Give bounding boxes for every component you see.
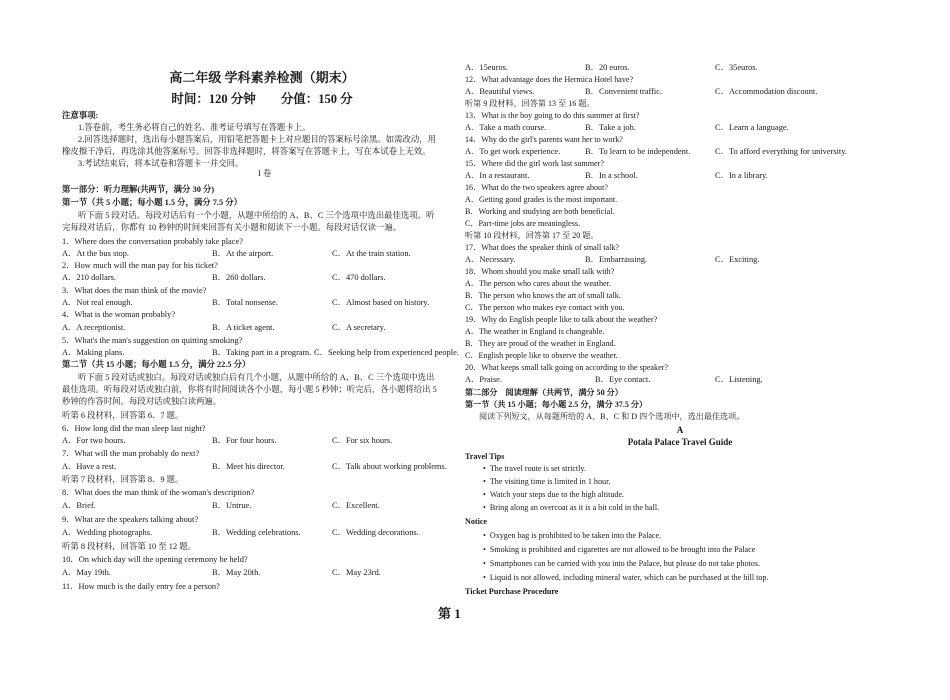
option-b: B．In a school.: [585, 171, 638, 180]
sec1-desc: 完每段对话后，你都有 10 秒钟的时间来回答有关小题和阅读下一小题。每段对话仅读一遍。: [62, 223, 402, 232]
question-17: 17．What does the speaker think of small talk?: [465, 243, 619, 252]
option-a: A．Not real enough.: [62, 298, 133, 307]
question-8: 8．What does the man think of the woman's description?: [62, 488, 255, 497]
question-11: 11．How much is the daily entry fee a person?: [62, 582, 220, 591]
option-b: B．Embarrassing.: [585, 255, 648, 264]
note-item: 1.答卷前，考生务必将自己的姓名、准考证号填写在答题卡上。: [78, 123, 311, 132]
sec2-desc: 听下面 5 段对话或独白。每段对话或独白后有几个小题，从题中所给的 A、B、C 三个选项中选出: [78, 373, 435, 382]
note-item: 2.回答选择题时，选出每小题答案后，用铅笔把答题卡上对应题目的答案标号涂黑。如需改动，用: [78, 135, 437, 144]
tip-item: • Watch your steps due to the high altitude.: [483, 489, 624, 500]
part2-desc: 阅读下列短文，从每题所给的 A、B、C 和 D 四个选项中，选出最佳选项。: [479, 412, 745, 421]
option-a: A．Getting good grades is the most important.: [465, 195, 618, 204]
option-c: C．Almost based on history.: [332, 298, 430, 307]
part2-heading: 第二部分 阅读理解（共两节，满分 50 分）: [465, 388, 623, 397]
option-a: A．May 19th.: [62, 568, 111, 577]
option-c: C．May 23rd.: [332, 568, 381, 577]
question-18: 18．Whom should you make small talk with?: [465, 267, 615, 276]
notice-item: • Liquid is not allowed, including mineral water, which can be purchased at the hill top.: [483, 572, 768, 583]
option-b: B．A ticket agent.: [212, 323, 275, 332]
question-20: 20．What keeps small talk going on according to the speaker?: [465, 363, 668, 372]
material-7: 听第 7 段材料，回答第 8、9 题。: [62, 475, 184, 484]
option-c: C．Wedding decorations.: [332, 528, 419, 537]
part1-sec2-heading: 第二节（共 15 小题；每小题 1.5 分，满分 22.5 分）: [62, 360, 251, 369]
exam-title: 高二年级 学科素养检测（期末）: [169, 70, 355, 85]
option-a: A．210 dollars.: [62, 273, 116, 282]
option-c: C．A secretary.: [332, 323, 386, 332]
option-b: B．Meet his director.: [212, 462, 285, 471]
option-a: A．The person who cares about the weather.: [465, 279, 611, 288]
option-b: B．At the airport.: [212, 249, 274, 258]
question-7: 7．What will the man probably do next?: [62, 449, 200, 458]
option-c: C．Talk about working problems.: [332, 462, 447, 471]
question-1: 1．Where does the conversation probably take place?: [62, 237, 243, 246]
tip-item: • Bring along an overcoat as it is a bit cold in the hall.: [483, 502, 659, 513]
notice-item: • Smartphones can be carried with you into the Palace, but please do not take photos.: [483, 558, 760, 569]
question-4: 4．What is the woman probably?: [62, 310, 176, 319]
part2-sec1-heading: 第一节（共 15 小题；每小题 2.5 分，满分 37.5 分）: [465, 400, 648, 409]
option-a: A．The weather in England is changeable.: [465, 327, 605, 336]
option-a: A．Wedding photographs.: [62, 528, 153, 537]
option-b: B．They are proud of the weather in England.: [465, 339, 616, 348]
option-a: A．At the bus stop.: [62, 249, 129, 258]
option-c: C．Part-time jobs are meaningless.: [465, 219, 581, 228]
option-a: A．Beautiful views.: [465, 87, 535, 96]
notice-heading: Notice: [465, 517, 488, 526]
option-b: B．Take a job.: [585, 123, 636, 132]
option-c: C．In a library.: [715, 171, 768, 180]
option-b: B．Wedding celebrations.: [212, 528, 301, 537]
page-number: 第 1: [438, 606, 461, 621]
notice-item: • Oxygen bag is prohibited to be taken into the Palace.: [483, 530, 661, 541]
option-b: B．Convenient traffic.: [585, 87, 663, 96]
option-c: C．35euros.: [715, 63, 758, 72]
option-a: A．Praise.: [465, 375, 502, 384]
option-c: C．Listening.: [715, 375, 763, 384]
option-c: C．To afford everything for university.: [715, 147, 847, 156]
notice-item: • Smoking is prohibited and cigarettes are not allowed to be brought into the Palace: [483, 544, 755, 555]
option-a: A．A receptionist.: [62, 323, 126, 332]
material-6: 听第 6 段材料，回答第 6、7 题。: [62, 411, 184, 420]
option-c: C．English people like to observe the weather.: [465, 351, 618, 360]
option-b: B．May 20th.: [212, 568, 261, 577]
option-c: C．Seeking help from experienced people.: [314, 348, 459, 357]
option-c: C．470 dollars.: [332, 273, 386, 282]
volume-label: I 卷: [258, 169, 272, 178]
question-19: 19．Why do English people like to talk about the weather?: [465, 315, 658, 324]
note-item: 橡皮擦干净后，再选涂其他答案标号。回答非选择题时，将答案写在答题卡上，写在本试卷上无效。: [62, 147, 431, 156]
option-c: C．Learn a language.: [715, 123, 789, 132]
material-9: 听第 9 段材料，回答第 13 至 16 题。: [465, 99, 595, 108]
part1-sec1-heading: 第一节（共 5 小题；每小题 1.5 分，满分 7.5 分）: [62, 198, 243, 207]
option-c: C．For six hours.: [332, 436, 393, 445]
note-item: 3.考试结束后，将本试卷和答题卡一并交回。: [78, 159, 244, 168]
exam-time-score: 时间：120 分钟 分值：150 分: [171, 92, 353, 106]
question-2: 2．How much will the man pay for his ticket?: [62, 261, 218, 270]
question-14: 14．Why do the girl's parents want her to work?: [465, 135, 623, 144]
sec2-desc: 秒钟的作答时间。每段对话或独白读两遍。: [62, 397, 222, 406]
option-a: A．To get work experience.: [465, 147, 561, 156]
passage-label: A: [676, 425, 684, 435]
option-b: B．20 euros.: [585, 63, 630, 72]
option-c: C．Exciting.: [715, 255, 760, 264]
question-10: 10．On which day will the opening ceremony be held?: [62, 555, 248, 564]
option-b: B．260 dollars.: [212, 273, 266, 282]
option-b: B．To learn to be independent.: [585, 147, 691, 156]
tip-item: • The travel route is set strictly.: [483, 463, 586, 474]
option-a: A．Have a rest.: [62, 462, 117, 471]
question-9: 9．What are the speakers talking about?: [62, 515, 199, 524]
material-8: 听第 8 段材料，回答第 10 至 12 题。: [62, 542, 196, 551]
option-c: C．Accommodation discount.: [715, 87, 818, 96]
option-a: A．In a restaurant.: [465, 171, 530, 180]
option-a: A．Take a math course.: [465, 123, 547, 132]
passage-title: Potala Palace Travel Guide: [627, 437, 733, 447]
option-a: A．For two hours.: [62, 436, 126, 445]
option-b: B．Taking part in a program.: [212, 348, 312, 357]
option-b: B．Working and studying are both beneficial.: [465, 207, 615, 216]
option-b: B．Untrue.: [212, 501, 252, 510]
question-3: 3．What does the man think of the movie?: [62, 286, 207, 295]
sec2-desc: 最佳选项。听每段对话或独白前，你将有时间阅读各个小题，每小题 5 秒钟；听完后，各小题将给出 5: [62, 385, 437, 394]
question-16: 16．What do the two speakers agree about?: [465, 183, 608, 192]
option-a: A．Making plans.: [62, 348, 125, 357]
part1-heading: 第一部分：听力理解(共两节，满分 30 分): [62, 185, 215, 194]
option-a: A．Brief.: [62, 501, 96, 510]
material-10: 听第 10 段材料，回答第 17 至 20 题。: [465, 231, 599, 240]
option-c: C．Excellent.: [332, 501, 380, 510]
tip-item: • The visiting time is limited in 1 hour.: [483, 476, 610, 487]
question-12: 12．What advantage does the Hermica Hotel have?: [465, 75, 634, 84]
option-a: A．Necessary.: [465, 255, 516, 264]
notes-heading: 注意事项:: [62, 111, 99, 120]
option-c: C．At the train station.: [332, 249, 411, 258]
sec1-desc: 听下面 5 段对话。每段对话后有一个小题，从题中所给的 A、B、C 三个选项中选出最佳选项。听: [78, 211, 435, 220]
option-b: B．For four hours.: [212, 436, 277, 445]
question-15: 15．Where did the girl work last summer?: [465, 159, 604, 168]
question-5: 5．What's the man's suggestion on quitting smoking?: [62, 336, 243, 345]
question-6: 6．How long did the man sleep last night?: [62, 424, 206, 433]
option-a: A．15euros.: [465, 63, 509, 72]
option-b: B．Total nonsense.: [212, 298, 278, 307]
travel-tips-heading: Travel Tips: [465, 452, 505, 461]
question-13: 13．What is the boy going to do this summer at first?: [465, 111, 640, 120]
ticket-heading: Ticket Purchase Procedure: [465, 587, 559, 596]
option-b: B．Eye contact.: [595, 375, 651, 384]
option-b: B．The person who knows the art of small talk.: [465, 291, 621, 300]
option-c: C．The person who makes eye contact with you.: [465, 303, 625, 312]
